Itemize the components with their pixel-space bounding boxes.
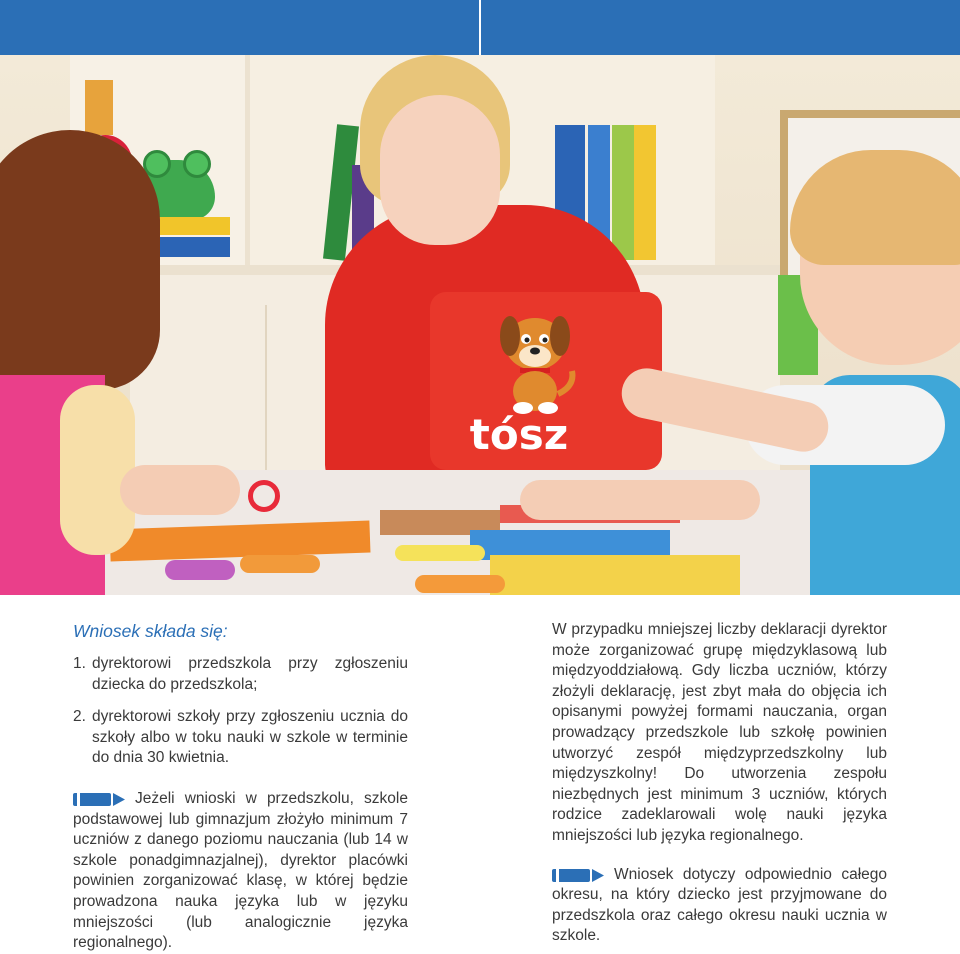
pencil-icon <box>552 869 604 882</box>
note-text: Wniosek dotyczy odpowiednio całego okresu, na który dziecko jest przyjmowane do przedszkola oraz całego okresu nauki ucznia w szkole. <box>552 865 887 945</box>
shelf-book <box>85 80 113 135</box>
girl-hair <box>0 130 160 390</box>
pencil-icon <box>73 793 125 806</box>
boy-arm <box>520 480 760 520</box>
frog-eye <box>183 150 211 178</box>
note-paragraph <box>73 789 408 954</box>
girl-arm <box>60 385 135 555</box>
requirements-list <box>73 654 408 769</box>
left-column <box>73 620 408 954</box>
top-banner <box>0 0 960 55</box>
banner-divider <box>479 0 481 55</box>
dog-illustration <box>490 306 585 416</box>
list-item <box>73 654 408 695</box>
craft-shape <box>415 575 505 593</box>
craft-shape <box>165 560 235 580</box>
note-text: Jeżeli wnioski w przedszkolu, szkole podstawowej lub gimnazjum złożyło minimum 7 uczniów z danego poziomu nauczania (lub 14 w szkole ponadgimnazjalnej), dyrektor placówki powinien zorganizować klasę, w której będzie prowadzona nauka języka lub w języku mniejszości (lub analogicznie języka regionalnego). <box>73 789 408 952</box>
list-item <box>73 707 408 769</box>
paper-sheet <box>490 555 740 595</box>
classroom-photo <box>0 55 960 595</box>
right-column <box>552 620 887 947</box>
shelf-book <box>612 125 634 260</box>
craft-shape <box>395 545 485 561</box>
list-number: 1. <box>73 655 86 672</box>
list-number: 2. <box>73 708 86 726</box>
girl-hand <box>120 465 240 515</box>
list-text: dyrektorowi szkoły przy zgłoszeniu ucznia do szkoły albo w toku nauki w szkole w terminie do dnia 30 kwietnia. <box>92 708 408 767</box>
craft-ring <box>248 480 280 512</box>
list-text: dyrektorowi przedszkola przy zgłoszeniu dziecka do przedszkola; <box>92 655 408 693</box>
card-word: tósz <box>469 410 569 459</box>
body-paragraph: W przypadku mniejszej liczby deklaracji dyrektor może zorganizować grupę międzyklasową lub międzyoddziałową. Gdy liczba uczniów, którzy złożyli deklarację, jest zbyt mała do objęcia ich opisanymi powyżej formami nauczania, organ prowadzący przedszkole lub szkołę powinien utworzyć zespół międzyprzedszkolny lub międzyszkolny! Do utworzenia zespołu niezbędnych jest minimum 3 uczniów, których rodzice zadeklarowali wolę nauki języka mniejszości lub języka regionalnego. <box>552 621 887 844</box>
craft-shape <box>240 555 320 573</box>
section-heading: Wniosek składa się: <box>73 621 228 641</box>
teacher-face <box>380 95 500 245</box>
note-paragraph <box>552 865 887 947</box>
shelf-book <box>634 125 656 260</box>
